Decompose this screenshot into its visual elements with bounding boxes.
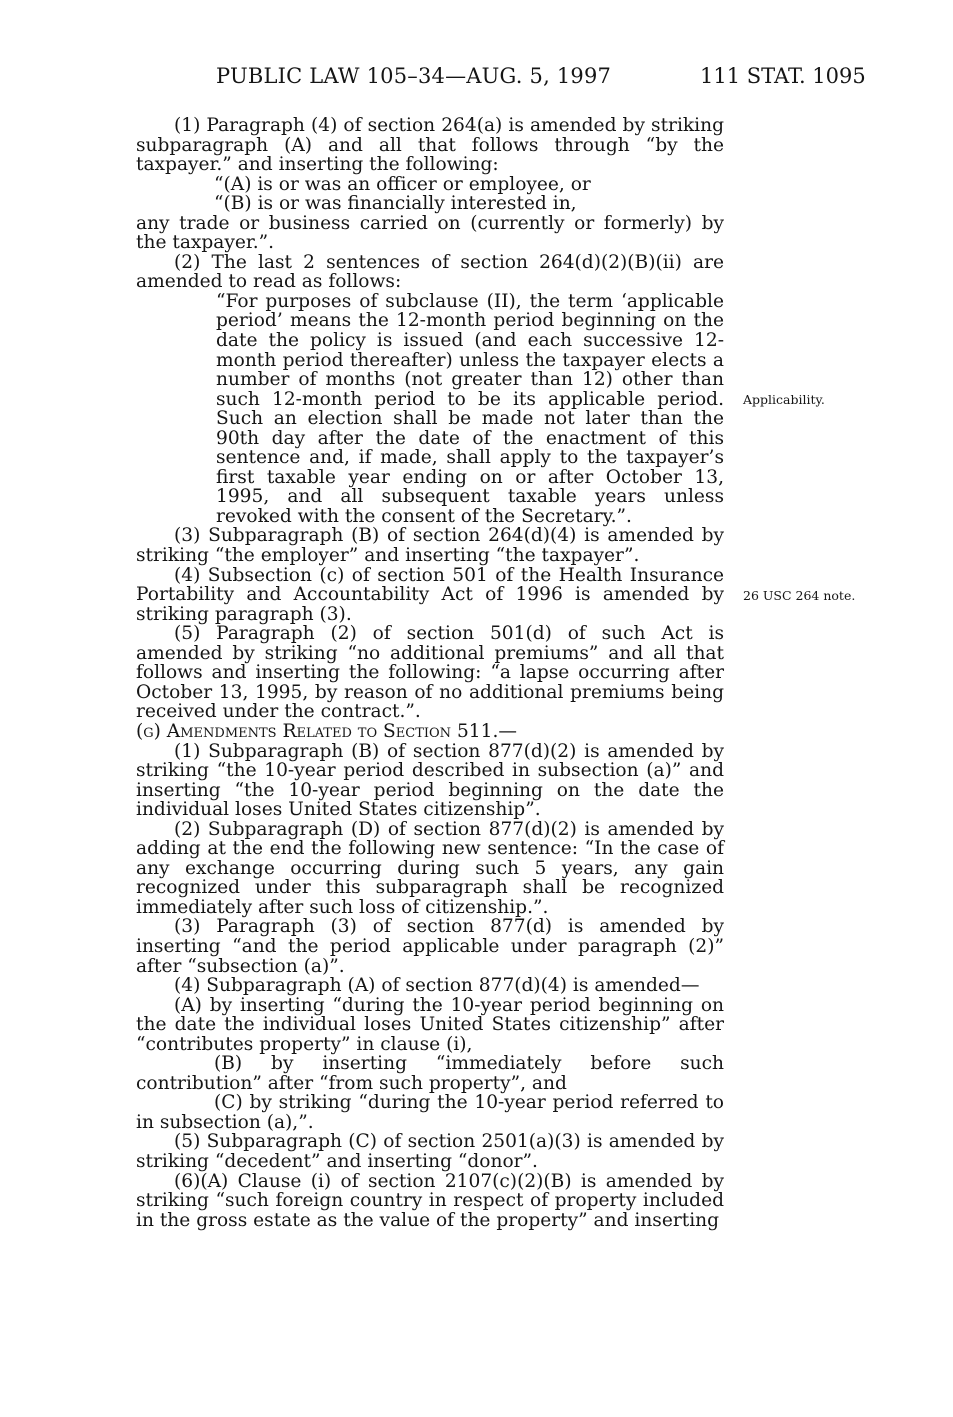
paragraph: (A) by inserting “during the 10-year period beginning on the date the individual loses United States citizenship” after “contributes property” in clause (i),: [136, 994, 724, 1055]
paragraph: (3) Subparagraph (B) of section 264(d)(4) is amended by striking “the employer” and inserting “the taxpayer”.: [136, 525, 724, 567]
margin-note-usc: 26 USC 264 note.: [743, 588, 856, 603]
paragraph: (1) Subparagraph (B) of section 877(d)(2) is amended by striking “the 10-year period described in subsection (a)” and inserting “the 10-year period beginning on the date the individual loses United States citizenship”.: [136, 740, 724, 821]
paragraph: (5) Subparagraph (C) of section 2501(a)(3) is amended by striking “decedent” and inserting “donor”.: [136, 1131, 724, 1172]
paragraph: (3) Paragraph (3) of section 877(d) is amended by inserting “and the period applicable under paragraph (2)” after “subsection (a)”.: [136, 916, 724, 977]
subsection-heading: (g) Amendments Related to Section 511.—: [136, 720, 517, 742]
statute-body: [136, 116, 724, 1230]
paragraph: (4) Subparagraph (A) of section 877(d)(4) is amended—: [174, 975, 700, 997]
paragraph: (1) Paragraph (4) of section 264(a) is amended by striking subparagraph (A) and all that follows through “by the taxpayer.” and inserting the following:: [136, 115, 724, 176]
paragraph: (4) Subsection (c) of section 501 of the Health Insurance Portability and Accountability Act of 1996 is amended by striking paragraph (3).: [136, 564, 724, 625]
paragraph: (2) The last 2 sentences of section 264(d)(2)(B)(ii) are amended to read as follows:: [136, 251, 724, 293]
paragraph: any trade or business carried on (currently or formerly) by the taxpayer.”.: [136, 212, 724, 254]
page-citation: 111 STAT. 1095: [700, 64, 866, 88]
paragraph: (B) by inserting “immediately before such contribution” after “from such property”, and: [136, 1053, 724, 1094]
paragraph: “(B) is or was financially interested in,: [214, 193, 577, 215]
quoted-text: “For purposes of subclause (II), the term ‘applicable period’ means the 12-month period beginning on the date the policy is issued (and each successive 12-month period thereafter) unless the taxpayer elects a number of months (not greater than 12) other than such 12-month period to be its applicable period. Such an election shall be made not later than the 90th day after the date of the enactment of this sentence and, if made, shall apply to the taxpayer’s first taxable year ending on or after October 13, 1995, and all subsequent taxable years unless revoked with the consent of the Secretary.”.: [216, 290, 724, 527]
paragraph: (5) Paragraph (2) of section 501(d) of such Act is amended by striking “no additional premiums” and all that follows and inserting the following: “a lapse occurring after October 13, 1995, by reason of no additional premiums being received under the contract.”.: [136, 623, 724, 723]
paragraph: (2) Subparagraph (D) of section 877(d)(2) is amended by adding at the end the following new sentence: “In the case of any exchange occurring during such 5 years, any gain recognized under this subparagraph shall be recognized immediately after such loss of citizenship.”.: [136, 818, 724, 918]
paragraph: (C) by striking “during the 10-year period referred to in subsection (a),”.: [136, 1092, 724, 1133]
running-head: PUBLIC LAW 105–34—AUG. 5, 1997: [216, 64, 612, 88]
margin-note-applicability: Applicability.: [743, 392, 825, 407]
paragraph: “(A) is or was an officer or employee, or: [214, 173, 591, 195]
paragraph: (6)(A) Clause (i) of section 2107(c)(2)(B) is amended by striking “such foreign country in respect of property included in the gross estate as the value of the property” and inserting: [136, 1170, 724, 1231]
